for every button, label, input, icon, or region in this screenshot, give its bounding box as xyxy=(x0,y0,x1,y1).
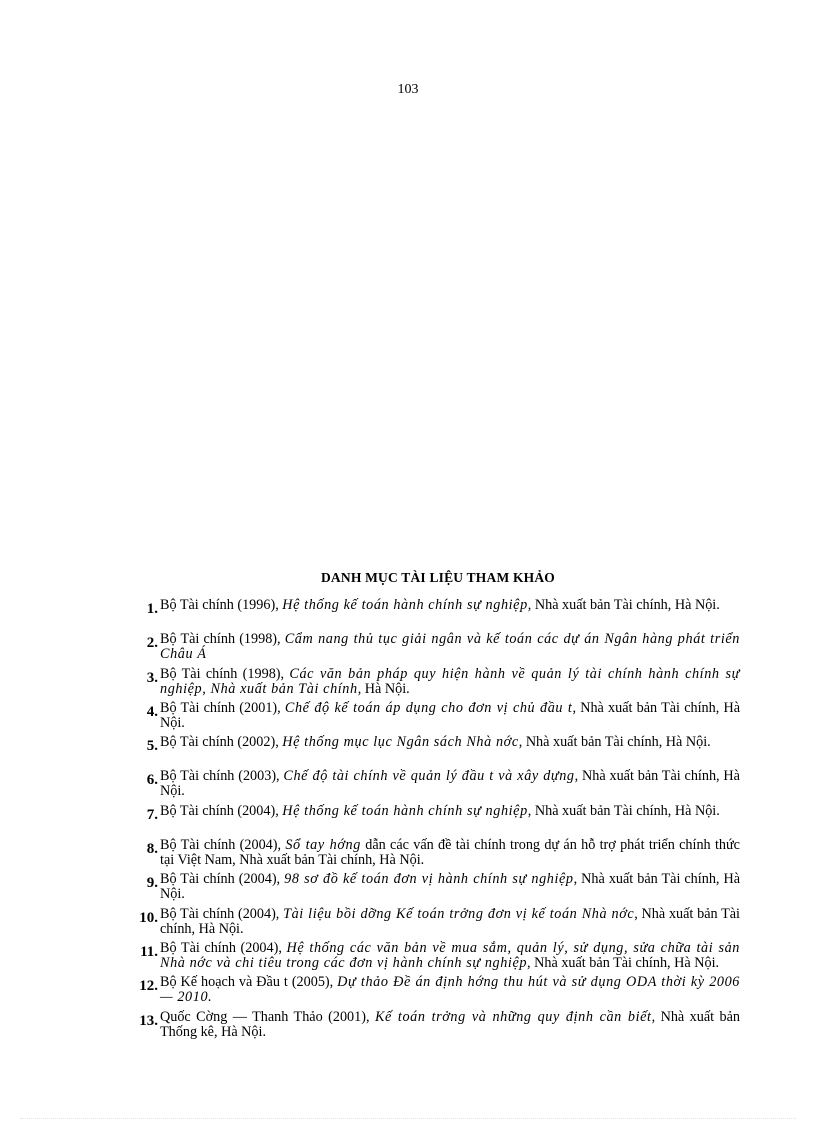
reference-item xyxy=(128,838,740,872)
reference-number: 4. xyxy=(146,703,158,720)
reference-number: 8. xyxy=(146,841,158,858)
reference-text xyxy=(160,804,740,819)
reference-number: 1. xyxy=(146,601,158,617)
reference-text xyxy=(160,598,740,613)
reference-item xyxy=(128,598,740,632)
reference-title: Hệ thống mục lục Ngân sách Nhà nớc xyxy=(282,734,519,751)
reference-number: 13. xyxy=(139,1012,158,1029)
reference-number: 9. xyxy=(146,875,158,892)
reference-number: 2. xyxy=(146,635,158,652)
reference-text xyxy=(160,667,740,697)
reference-text xyxy=(160,872,740,902)
footer-divider xyxy=(20,1118,796,1119)
reference-number: 6. xyxy=(146,772,158,789)
reference-author-year: Bộ Tài chính (2002), xyxy=(160,734,283,751)
reference-item xyxy=(128,701,740,735)
reference-publisher: , Nhà xuất bản Tài chính, Hà Nội. xyxy=(160,768,740,800)
reference-item xyxy=(128,804,740,838)
reference-number: 7. xyxy=(146,806,158,823)
reference-title: Các văn bản pháp quy hiện hành về quản lý tài chính hành chính sự nghiệp, Nhà xuất bản Tài chính xyxy=(160,665,740,697)
reference-author-year: Bộ Tài chính (2001), xyxy=(160,699,285,716)
reference-number: 11. xyxy=(140,943,158,960)
reference-title: 98 sơ đồ kế toán đơn vị hành chính sự nghiệp xyxy=(284,871,574,888)
reference-publisher: dẫn các vấn đề tài chính trong dự án hỗ trợ phát triển chính thức tại Việt Nam, Nhà xuất bản Tài chính, Hà Nội. xyxy=(160,837,740,869)
reference-list xyxy=(128,598,740,1044)
reference-item xyxy=(128,769,740,803)
reference-author-year: Bộ Tài chính (2004), xyxy=(160,837,286,854)
reference-publisher: , Nhà xuất bản Tài chính, Hà Nội. xyxy=(527,597,720,613)
reference-title: Hệ thống kế toán hành chính sự nghiệp xyxy=(282,802,528,819)
reference-number: 5. xyxy=(146,738,158,755)
reference-item xyxy=(128,735,740,769)
reference-number: 12. xyxy=(139,978,158,995)
reference-author-year: Bộ Tài chính (1998), xyxy=(160,665,290,682)
reference-item xyxy=(128,907,740,941)
reference-author-year: Bộ Tài chính (2003), xyxy=(160,768,284,785)
reference-item xyxy=(128,1010,740,1044)
reference-title: Cẩm nang thủ tục giải ngân và kế toán các dự án Ngân hàng phát triển Châu Á xyxy=(160,631,740,663)
reference-text xyxy=(160,941,740,971)
reference-title: Hệ thống kế toán hành chính sự nghiệp xyxy=(282,597,528,613)
reference-item xyxy=(128,667,740,701)
reference-number: 3. xyxy=(146,669,158,686)
reference-title: Sổ tay hớng xyxy=(285,837,361,854)
reference-publisher: , Nhà xuất bản Tài chính, Hà Nội. xyxy=(160,871,741,903)
reference-text xyxy=(160,1010,740,1040)
reference-text xyxy=(160,701,740,731)
reference-publisher: , Nhà xuất bản Tài chính, Hà Nội. xyxy=(527,954,720,971)
reference-publisher: , Nhà xuất bản Tài chính, Hà Nội. xyxy=(527,802,720,819)
reference-author-year: Bộ Tài chính (2004), xyxy=(160,802,283,819)
reference-author-year: Quốc Cờng — Thanh Thảo (2001), xyxy=(160,1008,375,1025)
reference-publisher: , Hà Nội. xyxy=(357,680,410,697)
reference-title: Kế toán trởng và những quy định cần biết xyxy=(374,1008,652,1025)
reference-publisher: , Nhà xuất bản Tài chính, Hà Nội. xyxy=(160,905,740,937)
reference-publisher: , Nhà xuất bản Thống kê, Hà Nội. xyxy=(160,1008,740,1040)
reference-title: Chế độ tài chính về quản lý đầu t và xây dựng xyxy=(283,768,575,785)
reference-item xyxy=(128,941,740,975)
reference-publisher: , Nhà xuất bản Tài chính, Hà Nội. xyxy=(160,699,740,731)
reference-text xyxy=(160,632,740,662)
references-heading: DANH MỤC TÀI LIỆU THAM KHẢO xyxy=(320,570,556,585)
reference-item xyxy=(128,872,740,906)
reference-text xyxy=(160,907,740,937)
reference-author-year: Bộ Kế hoạch và Đầu t (2005), xyxy=(160,974,338,991)
reference-author-year: Bộ Tài chính (1996), xyxy=(160,597,283,613)
reference-publisher: , Nhà xuất bản Tài chính, Hà Nội. xyxy=(518,734,711,751)
reference-author-year: Bộ Tài chính (2004), xyxy=(160,871,285,888)
reference-text xyxy=(160,838,740,868)
reference-item xyxy=(128,975,740,1009)
reference-author-year: Bộ Tài chính (1998), xyxy=(160,631,285,648)
reference-number: 10. xyxy=(139,909,158,926)
reference-title: Dự thảo Đề án định hớng thu hút và sử dụng ODA thời kỳ 2006 — 2010. xyxy=(160,974,740,1006)
reference-title: Tài liệu bồi dỡng Kế toán trởng đơn vị kế toán Nhà nớc xyxy=(283,905,635,922)
page-number: 103 xyxy=(397,82,419,97)
reference-author-year: Bộ Tài chính (2004), xyxy=(160,939,287,956)
reference-title: Chế độ kế toán áp dụng cho đơn vị chủ đầu t xyxy=(284,699,573,716)
reference-text xyxy=(160,735,740,750)
reference-author-year: Bộ Tài chính (2004), xyxy=(160,905,284,922)
reference-title: Hệ thống các văn bản về mua sắm, quản lý, sử dụng, sửa chữa tài sản Nhà nớc và chi tiêu trong các đơn vị hành chính sự nghiệp xyxy=(160,939,740,971)
reference-text xyxy=(160,769,740,799)
reference-text xyxy=(160,975,740,1005)
reference-item xyxy=(128,632,740,666)
